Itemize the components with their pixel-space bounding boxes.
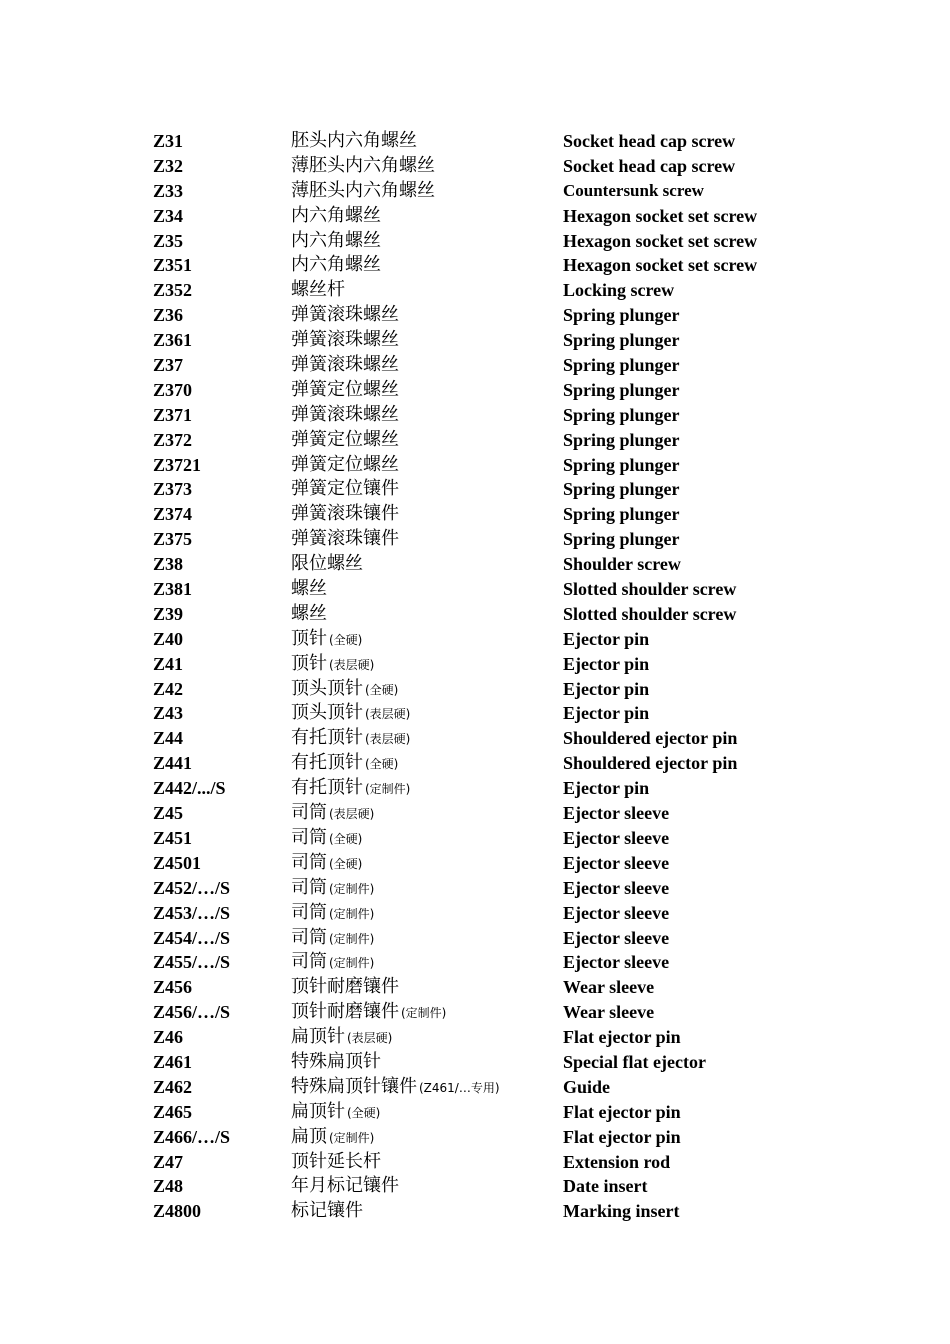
chinese-name: 顶针耐磨镶件 <box>291 976 399 998</box>
chinese-name-cell <box>291 328 399 353</box>
chinese-name: 司筒 <box>291 851 327 873</box>
chinese-name: 司筒 <box>291 876 327 898</box>
part-code: Z48 <box>153 1176 184 1197</box>
table-row <box>153 229 873 254</box>
english-name: Ejector pin <box>563 628 650 649</box>
table-row <box>153 876 873 901</box>
table-row <box>153 1075 873 1100</box>
table-row <box>153 378 873 403</box>
table-row <box>153 701 873 726</box>
chinese-name: 螺丝杆 <box>291 279 345 301</box>
english-name: Marking insert <box>563 1201 680 1222</box>
english-name: Ejector sleeve <box>563 902 670 923</box>
english-name: Guide <box>563 1076 611 1097</box>
chinese-name: 薄胚头内六角螺丝 <box>291 179 435 201</box>
table-row <box>153 453 873 478</box>
table-row <box>153 751 873 776</box>
chinese-note: (表层硬) <box>329 807 375 822</box>
chinese-name: 司筒 <box>291 826 327 848</box>
chinese-name: 螺丝 <box>291 578 327 600</box>
chinese-name: 薄胚头内六角螺丝 <box>291 154 435 176</box>
part-code: Z462 <box>153 1076 193 1097</box>
english-name: Spring plunger <box>563 305 680 326</box>
table-row <box>153 1000 873 1025</box>
english-name: Spring plunger <box>563 404 680 425</box>
english-name: Slotted shoulder screw <box>563 603 737 624</box>
part-code: Z47 <box>153 1151 184 1172</box>
english-name: Spring plunger <box>563 504 680 525</box>
part-code: Z35 <box>153 230 184 251</box>
chinese-name-cell <box>291 229 381 254</box>
chinese-name: 顶针耐磨镶件 <box>291 1001 399 1023</box>
english-name: Hexagon socket set screw <box>563 230 758 251</box>
table-row <box>153 826 873 851</box>
chinese-name: 顶针延长杆 <box>291 1150 381 1172</box>
part-code: Z34 <box>153 205 184 226</box>
table-row <box>153 179 873 204</box>
table-row <box>153 851 873 876</box>
chinese-name: 扁顶针 <box>291 1100 345 1122</box>
chinese-name: 有托顶针 <box>291 727 363 749</box>
chinese-name-cell <box>291 950 374 976</box>
chinese-name: 特殊扁顶针镶件 <box>291 1075 417 1097</box>
chinese-note: (定制件) <box>329 881 375 896</box>
part-code: Z452/…/S <box>153 877 231 898</box>
parts-table <box>153 129 873 1224</box>
chinese-name-cell <box>291 677 398 703</box>
table-row <box>153 1150 873 1175</box>
chinese-name-cell <box>291 453 399 478</box>
part-code: Z46 <box>153 1027 184 1048</box>
english-name: Spring plunger <box>563 379 680 400</box>
part-code: Z32 <box>153 155 184 176</box>
chinese-name-cell <box>291 1075 500 1101</box>
chinese-name-cell <box>291 552 363 577</box>
part-code: Z456/…/S <box>153 1002 231 1023</box>
english-name: Shouldered ejector pin <box>563 728 738 749</box>
part-code: Z36 <box>153 305 184 326</box>
chinese-name-cell <box>291 527 399 552</box>
table-row <box>153 477 873 502</box>
part-code: Z351 <box>153 255 193 276</box>
chinese-name-cell <box>291 1025 392 1051</box>
english-name: Socket head cap screw <box>563 131 736 151</box>
chinese-name-cell <box>291 179 435 204</box>
chinese-note: (全硬) <box>329 831 363 846</box>
chinese-name-cell <box>291 278 345 303</box>
part-code: Z37 <box>153 355 184 376</box>
english-name: Ejector sleeve <box>563 952 670 973</box>
part-code: Z453/…/S <box>153 902 231 923</box>
chinese-name-cell <box>291 129 417 154</box>
chinese-name-cell <box>291 602 327 627</box>
table-row <box>153 527 873 552</box>
table-row <box>153 1050 873 1075</box>
chinese-note: (全硬) <box>365 757 399 772</box>
part-code: Z381 <box>153 579 193 600</box>
chinese-note: (表层硬) <box>329 657 375 672</box>
chinese-name: 弹簧滚珠镶件 <box>291 503 399 525</box>
english-name: Ejector pin <box>563 703 650 724</box>
chinese-name: 扁顶 <box>291 1125 327 1147</box>
english-name: Spring plunger <box>563 479 680 500</box>
table-row <box>153 328 873 353</box>
table-row <box>153 428 873 453</box>
part-code: Z371 <box>153 404 193 425</box>
chinese-note: (定制件) <box>329 931 375 946</box>
chinese-name-cell <box>291 826 362 852</box>
english-name: Hexagon socket set screw <box>563 255 758 276</box>
english-name: Hexagon socket set screw <box>563 205 758 226</box>
chinese-name-cell <box>291 403 399 428</box>
chinese-name-cell <box>291 975 399 1000</box>
chinese-name-cell <box>291 204 381 229</box>
chinese-name: 司筒 <box>291 951 327 973</box>
chinese-name: 顶针 <box>291 652 327 674</box>
part-code: Z441 <box>153 753 193 774</box>
chinese-name: 特殊扁顶针 <box>291 1050 381 1072</box>
chinese-note: (定制件) <box>365 782 411 797</box>
table-row <box>153 577 873 602</box>
chinese-note: (表层硬) <box>365 707 411 722</box>
english-name: Flat ejector pin <box>563 1101 681 1122</box>
part-code: Z455/…/S <box>153 952 231 973</box>
table-row <box>153 1025 873 1050</box>
part-code: Z44 <box>153 728 184 749</box>
chinese-name-cell <box>291 627 362 653</box>
chinese-name: 弹簧定位螺丝 <box>291 428 399 450</box>
english-name: Spring plunger <box>563 429 680 450</box>
chinese-name-cell <box>291 701 410 727</box>
english-name: Wear sleeve <box>563 1002 655 1023</box>
chinese-name-cell <box>291 1125 374 1151</box>
chinese-name-cell <box>291 1000 446 1026</box>
english-name: Ejector pin <box>563 653 650 674</box>
chinese-name-cell <box>291 303 399 328</box>
chinese-name-cell <box>291 926 374 952</box>
english-name: Ejector sleeve <box>563 877 670 898</box>
english-name: Ejector pin <box>563 778 650 799</box>
english-name: Ejector pin <box>563 678 650 699</box>
part-code: Z39 <box>153 603 184 624</box>
english-name: Special flat ejector <box>563 1051 706 1072</box>
chinese-name-cell <box>291 726 410 752</box>
table-row <box>153 602 873 627</box>
chinese-name-cell <box>291 1174 399 1199</box>
table-row <box>153 353 873 378</box>
part-code: Z465 <box>153 1101 193 1122</box>
chinese-note: (表层硬) <box>347 1031 393 1046</box>
chinese-name: 弹簧滚珠螺丝 <box>291 304 399 326</box>
chinese-name-cell <box>291 1199 363 1224</box>
chinese-name: 顶针 <box>291 627 327 649</box>
part-code: Z451 <box>153 827 193 848</box>
chinese-name: 有托顶针 <box>291 777 363 799</box>
chinese-name: 弹簧滚珠镶件 <box>291 528 399 550</box>
english-name: Date insert <box>563 1176 648 1197</box>
english-name: Locking screw <box>563 280 675 301</box>
chinese-name-cell <box>291 901 374 927</box>
english-name: Wear sleeve <box>563 977 655 998</box>
part-code: Z42 <box>153 678 184 699</box>
chinese-name-cell <box>291 253 381 278</box>
english-name: Flat ejector pin <box>563 1027 681 1048</box>
table-row <box>153 303 873 328</box>
part-code: Z361 <box>153 330 193 351</box>
chinese-name: 顶头顶针 <box>291 702 363 724</box>
chinese-name-cell <box>291 1150 381 1175</box>
english-name: Ejector sleeve <box>563 827 670 848</box>
chinese-name-cell <box>291 502 399 527</box>
part-code: Z456 <box>153 977 193 998</box>
part-code: Z43 <box>153 703 184 724</box>
english-name: Ejector sleeve <box>563 927 670 948</box>
chinese-note: (定制件) <box>329 1130 375 1145</box>
table-row <box>153 278 873 303</box>
chinese-note: (表层硬) <box>365 732 411 747</box>
table-row <box>153 726 873 751</box>
chinese-note: (定制件) <box>401 1006 447 1021</box>
table-row <box>153 801 873 826</box>
chinese-name-cell <box>291 801 374 827</box>
table-row <box>153 776 873 801</box>
part-code: Z33 <box>153 180 184 201</box>
part-code: Z374 <box>153 504 193 525</box>
table-row <box>153 1199 873 1224</box>
english-name: Extension rod <box>563 1151 671 1172</box>
chinese-name: 内六角螺丝 <box>291 229 381 251</box>
chinese-name: 内六角螺丝 <box>291 204 381 226</box>
chinese-name: 螺丝 <box>291 602 327 624</box>
part-code: Z352 <box>153 280 193 301</box>
chinese-note: (定制件) <box>329 956 375 971</box>
chinese-name-cell <box>291 851 362 877</box>
table-row <box>153 253 873 278</box>
table-row <box>153 975 873 1000</box>
english-name: Countersunk screw <box>563 180 704 200</box>
table-row <box>153 627 873 652</box>
part-code: Z373 <box>153 479 193 500</box>
table-row <box>153 652 873 677</box>
part-code: Z4800 <box>153 1201 202 1222</box>
chinese-note: (全硬) <box>347 1105 381 1120</box>
chinese-name-cell <box>291 577 327 602</box>
english-name: Socket head cap screw <box>563 155 736 176</box>
english-name: Shouldered ejector pin <box>563 753 738 774</box>
chinese-name: 顶头顶针 <box>291 677 363 699</box>
part-code: Z40 <box>153 628 184 649</box>
part-code: Z466/…/S <box>153 1126 231 1147</box>
table-row <box>153 1125 873 1150</box>
chinese-note: (全硬) <box>365 682 399 697</box>
english-name: Ejector sleeve <box>563 803 670 824</box>
table-row <box>153 677 873 702</box>
table-row <box>153 204 873 229</box>
chinese-name: 内六角螺丝 <box>291 254 381 276</box>
part-code: Z370 <box>153 379 193 400</box>
chinese-name: 标记镶件 <box>291 1200 363 1222</box>
chinese-name-cell <box>291 751 398 777</box>
table-row <box>153 950 873 975</box>
part-code: Z38 <box>153 554 184 575</box>
part-code: Z3721 <box>153 454 202 475</box>
chinese-name-cell <box>291 477 399 502</box>
chinese-name: 弹簧滚珠螺丝 <box>291 403 399 425</box>
english-name: Spring plunger <box>563 454 680 475</box>
chinese-name: 弹簧定位镶件 <box>291 478 399 500</box>
english-name: Spring plunger <box>563 529 680 550</box>
chinese-name-cell <box>291 154 435 179</box>
table-row <box>153 154 873 179</box>
chinese-name: 弹簧定位螺丝 <box>291 378 399 400</box>
chinese-name-cell <box>291 1050 381 1075</box>
chinese-name-cell <box>291 353 399 378</box>
chinese-name-cell <box>291 652 374 678</box>
chinese-name-cell <box>291 428 399 453</box>
table-row <box>153 926 873 951</box>
part-code: Z41 <box>153 653 184 674</box>
chinese-name: 扁顶针 <box>291 1026 345 1048</box>
part-code: Z442/.../S <box>153 778 226 799</box>
table-row <box>153 552 873 577</box>
chinese-name: 弹簧定位螺丝 <box>291 453 399 475</box>
part-code: Z31 <box>153 131 184 151</box>
chinese-note: (Z461/…专用) <box>419 1080 500 1095</box>
chinese-name: 司筒 <box>291 802 327 824</box>
chinese-name-cell <box>291 1100 380 1126</box>
english-name: Slotted shoulder screw <box>563 579 737 600</box>
table-row <box>153 1174 873 1199</box>
table-row <box>153 901 873 926</box>
chinese-name-cell <box>291 776 410 802</box>
chinese-name: 胚头内六角螺丝 <box>291 130 417 151</box>
chinese-name: 司筒 <box>291 926 327 948</box>
chinese-note: (全硬) <box>329 856 363 871</box>
table-row <box>153 502 873 527</box>
part-code: Z4501 <box>153 852 202 873</box>
table-row <box>153 1100 873 1125</box>
table-row <box>153 129 873 154</box>
chinese-note: (定制件) <box>329 906 375 921</box>
english-name: Shoulder screw <box>563 554 681 575</box>
part-code: Z461 <box>153 1051 193 1072</box>
english-name: Spring plunger <box>563 330 680 351</box>
part-code: Z375 <box>153 529 193 550</box>
english-name: Spring plunger <box>563 355 680 376</box>
english-name: Ejector sleeve <box>563 852 670 873</box>
chinese-name: 司筒 <box>291 901 327 923</box>
chinese-name: 有托顶针 <box>291 752 363 774</box>
table-row <box>153 403 873 428</box>
chinese-name-cell <box>291 876 374 902</box>
part-code: Z454/…/S <box>153 927 231 948</box>
chinese-name: 弹簧滚珠螺丝 <box>291 329 399 351</box>
chinese-name: 年月标记镶件 <box>291 1175 399 1197</box>
chinese-name: 弹簧滚珠螺丝 <box>291 354 399 376</box>
part-code: Z45 <box>153 803 184 824</box>
chinese-note: (全硬) <box>329 632 363 647</box>
part-code: Z372 <box>153 429 193 450</box>
chinese-name-cell <box>291 378 399 403</box>
chinese-name: 限位螺丝 <box>291 553 363 575</box>
english-name: Flat ejector pin <box>563 1126 681 1147</box>
